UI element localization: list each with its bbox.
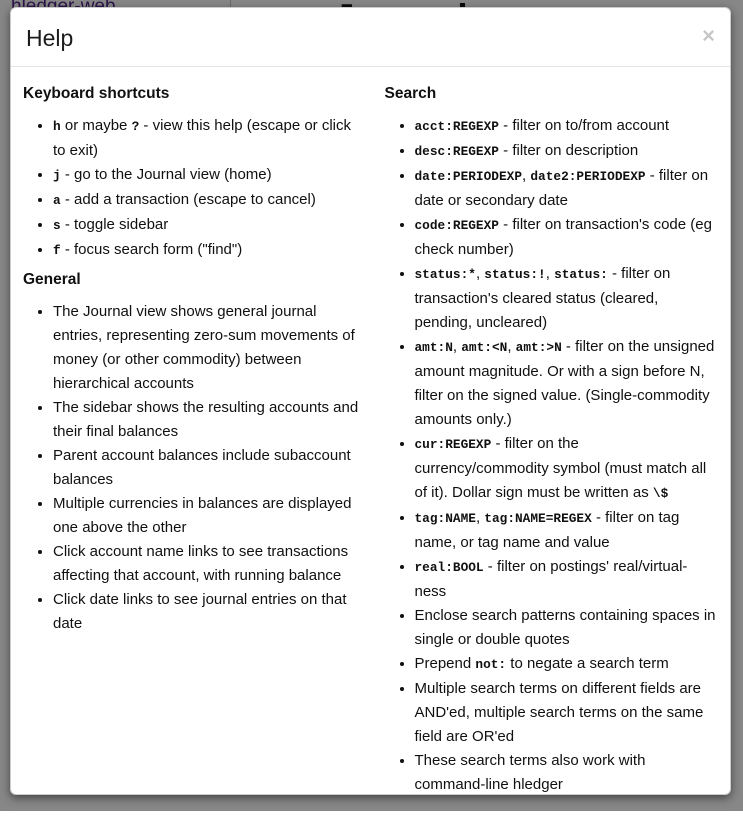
section-heading: Search (384, 85, 437, 102)
code-term: desc:REGEXP (414, 144, 499, 159)
code-term: h (53, 119, 61, 134)
code-term: \$ (652, 486, 669, 501)
list-item: • Prepend not: to negate a search term (415, 652, 717, 677)
code-term: f (53, 243, 61, 258)
list-item: • tag:NAME, tag:NAME=REGEX - filter on tag name, or tag name and value (415, 506, 717, 555)
code-term: date2:PERIODEXP (530, 169, 646, 184)
list-item: • code:REGEXP - filter on transaction's code (eg check number) (415, 213, 717, 262)
code-term: status:! (484, 267, 546, 282)
help-column-left (23, 85, 371, 644)
code-term: real:BOOL (414, 560, 484, 575)
list-item: • These search terms also work with command-line hledger (415, 749, 717, 797)
section-heading: Keyboard shortcuts (23, 85, 170, 102)
code-term: tag:NAME=REGEX (484, 511, 592, 526)
code-term: date:PERIODEXP (414, 169, 523, 184)
help-list (23, 114, 361, 263)
code-term: tag:NAME (414, 511, 476, 526)
code-term: amt:<N (461, 340, 508, 355)
list-item: • j - go to the Journal view (home) (53, 163, 361, 188)
list-item: • h or maybe ? - view this help (escape or click to exit) (53, 114, 361, 163)
code-term: status: (554, 267, 608, 282)
list-item: • s - toggle sidebar (53, 213, 361, 238)
list-item: • Click account name links to see transactions affecting that account, with running balance (53, 540, 361, 588)
modal-title: Help (26, 25, 74, 51)
code-term: not: (475, 657, 507, 672)
code-term: cur:REGEXP (414, 437, 492, 452)
list-item: • real:BOOL - filter on postings' real/virtual-ness (415, 555, 717, 604)
list-item: • desc:REGEXP - filter on description (415, 139, 717, 164)
list-item: • acct:REGEXP - filter on to/from account (415, 114, 717, 139)
code-term: acct:REGEXP (414, 119, 499, 134)
list-item: • amt:N, amt:<N, amt:>N - filter on the unsigned amount magnitude. Or with a sign before N, filter on the signed value. (Single-commodity amounts only.) (415, 335, 717, 432)
close-icon[interactable]: × (702, 23, 715, 48)
list-item: • Multiple currencies in balances are displayed one above the other (53, 492, 361, 540)
list-item: • a - add a transaction (escape to cancel) (53, 188, 361, 213)
list-item: • The Journal view shows general journal entries, representing zero-sum movements of money (or other commodity) between hierarchical accounts (53, 300, 361, 396)
help-column-right (371, 85, 719, 805)
code-term: s (53, 218, 61, 233)
code-term: amt:N (414, 340, 453, 355)
list-item: • status:*, status:!, status: - filter on transaction's cleared status (cleared, pending, uncleared) (415, 262, 717, 335)
code-term: code:REGEXP (414, 218, 499, 233)
help-list (385, 114, 717, 797)
list-item: • Enclose search patterns containing spaces in single or double quotes (415, 604, 717, 652)
code-term: a (53, 193, 61, 208)
section-heading: General (23, 271, 81, 288)
list-item: • cur:REGEXP - filter on the currency/commodity symbol (must match all of it). Dollar sign must be written as \$ (415, 432, 717, 506)
help-modal (10, 7, 731, 795)
modal-header (11, 8, 730, 67)
modal-body (11, 67, 730, 825)
help-list (23, 300, 361, 636)
list-item: • Multiple search terms on different fields are AND'ed, multiple search terms on the same field are OR'ed (415, 677, 717, 749)
code-term: ? (131, 119, 140, 134)
list-item: • The sidebar shows the resulting accounts and their final balances (53, 396, 361, 444)
list-item: • Click date links to see journal entries on that date (53, 588, 361, 636)
list-item: • f - focus search form ("find") (53, 238, 361, 263)
list-item: • date:PERIODEXP, date2:PERIODEXP - filter on date or secondary date (415, 164, 717, 213)
list-item: • Parent account balances include subaccount balances (53, 444, 361, 492)
code-term: amt:>N (515, 340, 562, 355)
code-term: status:* (414, 267, 476, 282)
code-term: j (53, 168, 61, 183)
